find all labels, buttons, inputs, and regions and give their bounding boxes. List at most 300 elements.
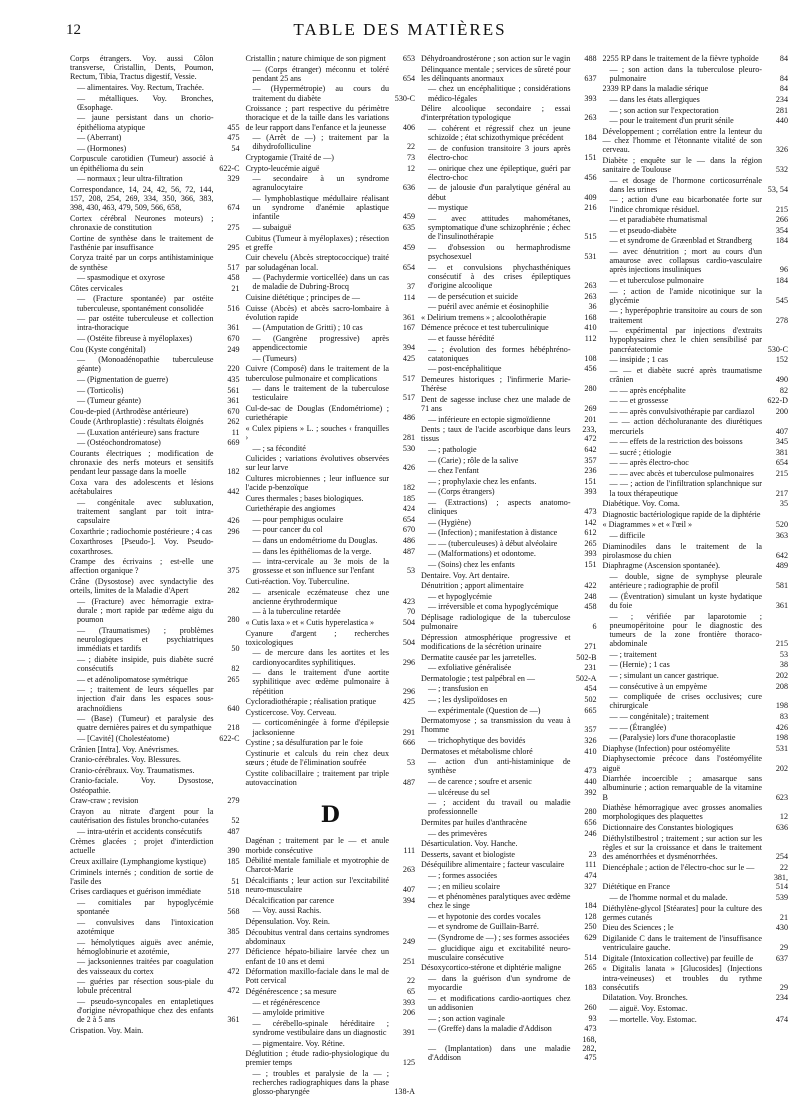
index-entry-text: Décalcification par carence (245, 895, 335, 905)
index-entry-page: 622-D (767, 396, 788, 406)
index-entry-text: — (Carie) ; rôle de la salive (428, 455, 519, 465)
index-entry (246, 738, 416, 747)
index-entry (70, 626, 240, 654)
index-entry-text: — ; vérifiée par laparotomie ; pneumopéritoine pour le diagnostic des tumeurs de la zone frontière thoraco-abdominale (609, 611, 762, 649)
index-entry (603, 396, 788, 405)
index-entry-page: 279 (227, 796, 240, 806)
index-entry (421, 364, 597, 373)
index-entry-text: Crâne (Dysostose) avec syndactylie des orteils, limites de la Maladie d'Apert (70, 577, 214, 596)
index-entry-text: — jacksoniennes traitées par coagulation des vaisseaux du cortex (77, 957, 214, 976)
index-entry (421, 860, 597, 869)
index-entry-page: 473 (584, 766, 597, 776)
index-entry (421, 963, 597, 972)
index-entry (246, 223, 416, 232)
index-entry (603, 116, 788, 125)
index-entry-page: 275 (227, 222, 240, 232)
index-entry-page: 665 (584, 705, 597, 715)
index-entry-text: — irréversible et coma hypoglycémique (428, 602, 559, 612)
index-entry-page: 426 (227, 516, 240, 526)
index-entry (421, 653, 597, 662)
index-entry-text: — [Cavité] (Cholestéatome) (77, 734, 170, 744)
index-entry (70, 957, 240, 975)
index-entry-page: 167 (402, 323, 416, 333)
index-entry (246, 133, 416, 151)
index-entry-page: 636 (402, 183, 416, 193)
index-entry-text: — ; action d'une eau bicarbonatée forte sur l'indice chromique résiduel. (609, 195, 762, 214)
index-entry (603, 95, 788, 104)
index-entry-page: 581 (775, 581, 788, 591)
index-entry-text: — avec attitudes mahométanes, symptomatique d'une schizophrénie ; échec de l'insulinothérapie (428, 213, 571, 242)
index-entry-text: — (Fracture) avec hémorragie extra-durale ; mort rapide par œdème aigu du poumon (77, 596, 214, 625)
index-entry-text: — ; traitement de leurs séquelles par injection d'air dans les espaces sous-arachnoïdiens (77, 685, 214, 713)
index-entry-page: 530 (402, 443, 416, 453)
index-entry (246, 708, 416, 717)
index-entry-page: 459 (402, 212, 416, 222)
index-entry (603, 448, 788, 457)
index-entry (603, 542, 788, 560)
index-entry-text: — jaune persistant dans un chorio-épithélioma atypique (77, 113, 214, 132)
index-entry (421, 560, 597, 569)
index-entry-page: 345 (775, 437, 788, 447)
index-entry (70, 449, 240, 477)
index-entry (421, 706, 597, 715)
index-entry-page: 111 (403, 845, 416, 855)
index-entry (421, 850, 597, 859)
index-entry-text: — ; prophylaxie chez les enfants. (428, 476, 537, 486)
index-entry-page: 22 (406, 976, 416, 986)
index-entry-page: 11 (231, 427, 240, 437)
index-entry-page: 459 (402, 242, 416, 252)
index-entry-text: — (Extractions) ; aspects anatomo-cliniques (428, 497, 571, 517)
index-entry-page: 38 (779, 660, 788, 670)
index-entry-page: 654 (402, 262, 416, 272)
index-entry-page: 426 (402, 463, 416, 473)
index-entry-page: 361 (227, 396, 240, 406)
index-entry-page: 202 (775, 763, 788, 773)
index-entry (421, 456, 597, 465)
index-entry-text: — et phénomènes paralytiques avec œdème chez le singe (428, 892, 571, 911)
index-entry (246, 607, 416, 616)
index-entry-page: 215 (775, 468, 788, 478)
index-entry (421, 445, 597, 454)
index-entry-page: 532 (775, 164, 788, 174)
index-entry-page: 622-C (219, 734, 240, 744)
index-entry-text: Dépensulation. Voy. Rein. (245, 916, 330, 926)
index-entry (70, 345, 240, 354)
index-entry-text: — — et grossesse (609, 396, 669, 406)
index-entry-page: 504 (402, 618, 416, 628)
index-entry (603, 226, 788, 235)
index-entry-text: Développement ; corrélation entre la lenteur du — chez l'homme et l'étonnante vitalité de son cerveau. (602, 126, 762, 155)
index-entry-text: Dermatoses et métabolisme chloré (421, 746, 533, 756)
index-entry (246, 424, 416, 442)
index-entry (70, 396, 240, 405)
index-entry-text: — — avec abcès et tuberculose pulmonaires (609, 468, 754, 478)
index-entry (421, 695, 597, 704)
index-entry-page: 435 (227, 374, 240, 384)
index-entry-page: 112 (584, 333, 597, 343)
index-entry (246, 153, 416, 162)
index-entry-text: Dépression atmosphérique progressive et modifications de la sécrétion urinaire (421, 632, 571, 652)
index-entry (246, 273, 416, 291)
index-entry-page: 198 (775, 733, 788, 743)
index-entry (70, 113, 240, 131)
index-entry (246, 65, 416, 83)
index-entry-text: Cures thermales ; bases biologiques. (245, 493, 364, 503)
index-entry-text: — cohérent et régressif chez un jeune schizoïde ; état schizothymique précédent (428, 123, 571, 143)
index-entry-text: — — congénitale) ; traitement (609, 712, 709, 721)
index-entry-page: 263 (584, 291, 597, 301)
index-entry-page: 23 (588, 849, 597, 859)
index-entry-text: Diéthylstilbestrol ; traitement ; sur action sur les règles et sur la croissance et dans le traitement des aménorrhées et dysménorrhées. (602, 833, 762, 861)
index-entry-text: — (Arrêt de —) ; traitement par la dihydrofolliculine (252, 133, 390, 152)
index-entry-page: 234 (775, 993, 788, 1003)
index-entry-page: 361 (402, 312, 416, 322)
index-entry-text: Cubitus (Tumeur à myéloplaxes) ; résection et greffe (245, 233, 390, 252)
index-entry (70, 478, 240, 496)
index-entry-text: Coude (Arthroplastie) : résultats éloignés (70, 417, 204, 427)
index-entry-page: 442 (227, 487, 240, 497)
index-entry (421, 104, 597, 122)
index-entry-text: Crypto-leucémie aiguë (245, 163, 320, 173)
index-entry (70, 714, 240, 732)
index-entry (421, 581, 597, 590)
index-entry (603, 682, 788, 691)
index-entry-text: Diarrhée incoercible ; amasarque sans albuminurie ; action remarquable de la vitamine B (602, 774, 762, 802)
index-entry (246, 769, 416, 787)
index-entry-text: Déséquilibre alimentaire ; facteur vasculaire (421, 860, 565, 870)
index-entry-page: 670 (227, 333, 240, 343)
index-entry (246, 928, 416, 946)
index-entry-page: 215 (775, 639, 788, 649)
index-entry (421, 487, 597, 496)
index-entry-page: 265 (584, 538, 597, 548)
index-entry (421, 882, 597, 891)
index-entry (421, 124, 597, 142)
index-entry-text: — de mercure dans les aortites et les cardionyocardites syphilitiques. (252, 648, 390, 667)
index-entry-text: — à la tuberculine retardée (252, 607, 341, 617)
index-entry-text: Coxarthroses [Pseudo-]. Voy. Pseudo-coxarthroses. (70, 537, 214, 556)
index-entry-page: 561 (227, 385, 240, 395)
index-entry-page: 361 (227, 1015, 240, 1025)
index-entry (246, 947, 416, 965)
index-entry (603, 774, 788, 802)
index-entry-text: — et adénolipomatose symétrique (77, 674, 188, 684)
index-entry (70, 527, 240, 536)
index-entry-text: « Diagrammes » et « l'œil » (602, 520, 693, 530)
index-entry (603, 993, 788, 1002)
index-entry-page: 51 (231, 876, 240, 886)
index-entry (70, 355, 240, 373)
index-entry (246, 444, 416, 453)
index-entry-text: Cuivre (Composé) dans le traitement de la tuberculose pulmonaire et complications (245, 364, 390, 383)
index-entry-text: — ulcéreuse du sel (428, 787, 490, 797)
index-entry-text: Cul-de-sac de Douglas (Endométriome) ; curiethérapie (245, 403, 390, 423)
index-entry-text: — (Base) (Tumeur) et paralysie des quatre dernières paires et du sympathique (77, 714, 214, 733)
index-entry-text: Dermites par huiles d'anthracène (421, 817, 527, 827)
index-entry (603, 236, 788, 245)
index-entry-page: 326 (775, 145, 788, 155)
index-entry (70, 557, 240, 575)
index-entry-text: — ; formes associées (428, 870, 498, 880)
index-entry-page: 425 (402, 353, 416, 363)
index-entry (246, 668, 416, 696)
index-entry-page: 474 (584, 870, 597, 880)
index-entry-text: Crispation. Voy. Main. (70, 1025, 144, 1035)
index-entry-text: Diaphysectomie précoce dans l'ostéomyélite aiguë (602, 754, 762, 773)
index-entry-page: 184 (775, 275, 788, 285)
index-entry (603, 176, 788, 194)
index-entry-page: 354 (775, 225, 788, 235)
index-entry-page: 407 (402, 885, 416, 895)
index-entry (421, 345, 597, 363)
index-entry-page: 487 (402, 777, 416, 787)
index-entry-page: 504 (402, 637, 416, 647)
index-entry-text: — dans un endométriome du Douglas. (252, 536, 378, 546)
index-entry-text: Diabète ; enquête sur le — dans la région sanitaire de Toulouse (602, 155, 762, 174)
index-entry (246, 987, 416, 996)
index-entry-text: Dictionnaire des Constantes biologiques (602, 822, 734, 832)
index-entry-text: — intra-utérin et accidents consécutifs (77, 826, 202, 836)
index-entry-page: 12 (406, 163, 416, 173)
index-entry-text: — consécutive à un empyème (609, 681, 708, 691)
index-entry-text: — et fausse hérédité (428, 333, 495, 343)
index-entry-page: 231 (584, 663, 597, 673)
index-entry (603, 531, 788, 540)
index-entry-page: 474 (775, 1014, 788, 1024)
index-entry-text: Cranio-cérébraux. Voy. Traumatismes. (70, 765, 195, 775)
index-entry-text: — des primevères (428, 828, 487, 838)
index-entry-page: 220 (227, 364, 240, 374)
index-entry (603, 520, 788, 529)
index-column-1 (70, 54, 240, 1074)
index-entry (421, 144, 597, 162)
index-entry (421, 518, 597, 527)
index-entry-text: Désarticulation. Voy. Hanche. (421, 839, 518, 849)
index-entry (421, 1014, 597, 1023)
index-entry-text: — sucré ; étiologie (609, 447, 672, 457)
index-entry-page: 151 (584, 476, 597, 486)
index-entry-text: — (Tumeurs) (252, 353, 297, 363)
index-entry (421, 912, 597, 921)
index-entry (70, 334, 240, 343)
index-entry (421, 214, 597, 242)
index-entry-text: — de jalousie d'un paralytique général au début (428, 183, 571, 202)
index-entry (246, 648, 416, 666)
index-entry (246, 906, 416, 915)
index-entry (603, 1004, 788, 1013)
index-entry (603, 572, 788, 590)
index-entry (70, 294, 240, 312)
index-entry (603, 479, 788, 497)
index-entry-text: Découbitus ventral dans certains syndromes abdominaux (245, 927, 390, 946)
index-entry (70, 977, 240, 995)
index-entry-text: — expérimentale (Question de —) (428, 705, 541, 715)
index-entry-page: 263 (584, 113, 597, 123)
index-entry (246, 896, 416, 905)
index-entry-page: 263 (402, 865, 416, 875)
index-entry-page: 22 (406, 142, 416, 152)
index-entry-text: Cyanure d'argent ; recherches toxicologiques (245, 628, 390, 647)
index-entry (70, 766, 240, 775)
index-entry (421, 602, 597, 611)
index-entry-text: Cystite colibacillaire ; traitement par triple autovaccination (245, 768, 390, 787)
index-entry-page: 518 (227, 887, 240, 897)
index-entry-page: 488 (584, 54, 597, 63)
index-entry-text: — ; sa fécondité (252, 443, 306, 453)
index-entry (70, 214, 240, 232)
index-entry (603, 612, 788, 649)
index-entry-text: Cysticercose. Voy. Cerveau. (245, 707, 337, 717)
index-entry-page: 249 (402, 936, 416, 946)
index-entry (421, 203, 597, 212)
index-entry (70, 428, 240, 437)
index-entry-page: 385 (227, 926, 240, 936)
index-entry-text: Dermatologie ; test palpébral en — (421, 673, 535, 683)
index-entry (603, 499, 788, 508)
index-entry-text: — onirique chez une épileptique, guéri par électro-choc (428, 163, 571, 182)
index-entry-text: Déhydroandrostérone ; son action sur le vagin (421, 54, 571, 63)
index-entry-text: Cuti-réaction. Voy. Tuberculine. (245, 577, 350, 587)
index-entry-text: Demeures historiques ; l'infirmerie Marie-Thérèse (421, 374, 571, 394)
index-entry (421, 263, 597, 291)
index-entry (246, 174, 416, 192)
index-entry-text: Cystine ; sa désulfuration par le foie (245, 738, 363, 748)
index-entry-page: 456 (584, 364, 597, 374)
index-entry (603, 54, 788, 63)
index-entry-text: Démence précoce et test tuberculinique (421, 323, 549, 333)
index-entry-page: 666 (402, 738, 416, 748)
index-column-2 (245, 54, 416, 1097)
index-entry (603, 873, 788, 891)
index-entry-text: — difficile (609, 531, 646, 541)
index-entry-page: 138-A (394, 1087, 416, 1097)
index-entry-text: Côtes cervicales (70, 283, 123, 293)
index-entry-text: Cortex cérébral Neurones moteurs) ; chronaxie de constitution (70, 213, 214, 232)
index-entry-text: — dans le traitement de la tuberculose testiculaire (252, 384, 390, 403)
index-entry-text: — (Ostéite fibreuse à myéloplaxes) (77, 333, 193, 343)
index-entry-text: — pour cancer du col (252, 525, 323, 535)
index-entry (603, 386, 788, 395)
index-entry-text: — ; action de l'amide nicotinique sur la glycémie (609, 286, 762, 305)
index-entry-text: — — et diabète sucré après traumatisme crânien (609, 365, 762, 384)
index-entry-text: — d'obsession ou hermaphrodisme psychosexuel (428, 242, 571, 261)
index-entry-page: 185 (227, 857, 240, 866)
index-entry (421, 302, 597, 311)
index-entry (70, 918, 240, 936)
index-entry (70, 997, 240, 1025)
index-entry-text: — pour le traitement d'un prurit sénile (609, 116, 734, 126)
index-entry-page: 218 (227, 723, 240, 733)
index-entry-page: 568 (227, 907, 240, 917)
index-entry (246, 454, 416, 472)
index-entry-page: 530-C (394, 93, 416, 103)
index-entry-page: 391 (402, 1027, 416, 1037)
index-entry-page: 6 (592, 622, 597, 632)
index-entry-page: 653 (402, 54, 416, 63)
index-entry (603, 592, 788, 610)
index-entry-page: 83 (779, 712, 788, 721)
index-entry (70, 776, 240, 794)
index-entry (246, 194, 416, 222)
index-entry-page: 260 (584, 1003, 597, 1013)
index-entry (421, 818, 597, 827)
index-entry (421, 243, 597, 261)
index-entry-text: Coxa vara des adolescents et lésions acétabulaires (70, 478, 214, 497)
index-columns (70, 54, 788, 1097)
index-entry-page: 84 (779, 84, 788, 94)
page-title: TABLE DES MATIÈRES (293, 20, 507, 39)
index-entry (246, 749, 416, 767)
index-entry (421, 323, 597, 332)
index-entry (421, 777, 597, 786)
index-entry-page: 262 (227, 417, 240, 427)
index-entry (603, 561, 788, 570)
index-entry-text: Cou (Kyste congénital) (70, 344, 146, 354)
index-entry-page: 36 (588, 302, 597, 312)
index-entry (70, 655, 240, 673)
index-entry-text: — hémolytiques aiguës avec anémie, hémoglobinurie et azotémie, (77, 937, 214, 956)
index-entry-page: 151 (584, 152, 597, 162)
index-entry-text: — — après encéphalite (609, 385, 686, 395)
index-entry (246, 917, 416, 926)
index-entry-page: 215 (775, 204, 788, 214)
index-entry (70, 54, 240, 82)
index-entry-text: — et hypotonie des cordes vocales (428, 911, 541, 921)
index-entry (421, 839, 597, 848)
index-entry-text: — double, signe de symphyse pleurale antérieure ; radiographie de profil (609, 572, 762, 591)
index-entry-text: — exfoliative généralisée (428, 663, 512, 673)
index-entry (421, 425, 597, 443)
index-entry-page: 182 (402, 483, 416, 493)
index-entry-page: 487 (402, 546, 416, 556)
index-entry-page: 54 (231, 143, 240, 153)
index-entry (421, 528, 597, 537)
index-entry (246, 697, 416, 706)
index-entry-page: 168, 282, 475 (582, 1034, 597, 1063)
index-entry-text: Crânien [Intra]. Voy. Anévrismes. (70, 744, 179, 754)
index-entry-text: — ; en milieu scolaire (428, 881, 500, 891)
index-entry-text: Cuisine diététique ; principes de — (245, 292, 360, 302)
index-entry-text: — pseudo-syncopales en entapletiques d'origine névropathique chez des enfants de 2 à 5 ans (77, 996, 214, 1025)
index-entry-page: 394 (402, 343, 416, 353)
index-entry-text: — ; simulant un cancer gastrique. (609, 671, 719, 681)
index-entry-page: 250 (584, 922, 597, 932)
index-entry (421, 498, 597, 516)
index-entry (421, 54, 597, 63)
index-entry-text: Délire alcoolique secondaire ; essai d'interprétation typologique (421, 104, 571, 123)
index-entry-page: 472 (227, 966, 240, 976)
index-entry (603, 934, 788, 952)
index-entry (70, 597, 240, 625)
index-entry-text: — — (Étranglée) (609, 722, 667, 732)
index-entry-text: — — (tuberculeuses) à début alvéolaire (428, 538, 558, 548)
index-entry (246, 504, 416, 513)
index-entry (421, 613, 597, 631)
index-entry (421, 164, 597, 182)
index-entry-text: Déformation maxillo-faciale dans le mal de Pott cervical (245, 967, 390, 986)
index-entry-text: — (Paralysie) lors d'une thoracoplastie (609, 733, 736, 743)
index-entry-page: 489 (775, 561, 788, 571)
index-entry-page: 296 (227, 526, 240, 536)
index-entry-text: — et modifications cardio-aortiques chez un addisonien (428, 993, 571, 1013)
index-entry-page: 393 (584, 487, 597, 497)
index-entry-text: Diaminodiles dans le traitement de la pirolasmose du chien (602, 541, 762, 560)
index-entry-text: Dentaire. Voy. Art dentaire. (421, 570, 510, 580)
index-entry (421, 1035, 597, 1063)
index-entry-page: 623 (775, 792, 788, 802)
index-entry (603, 65, 788, 83)
